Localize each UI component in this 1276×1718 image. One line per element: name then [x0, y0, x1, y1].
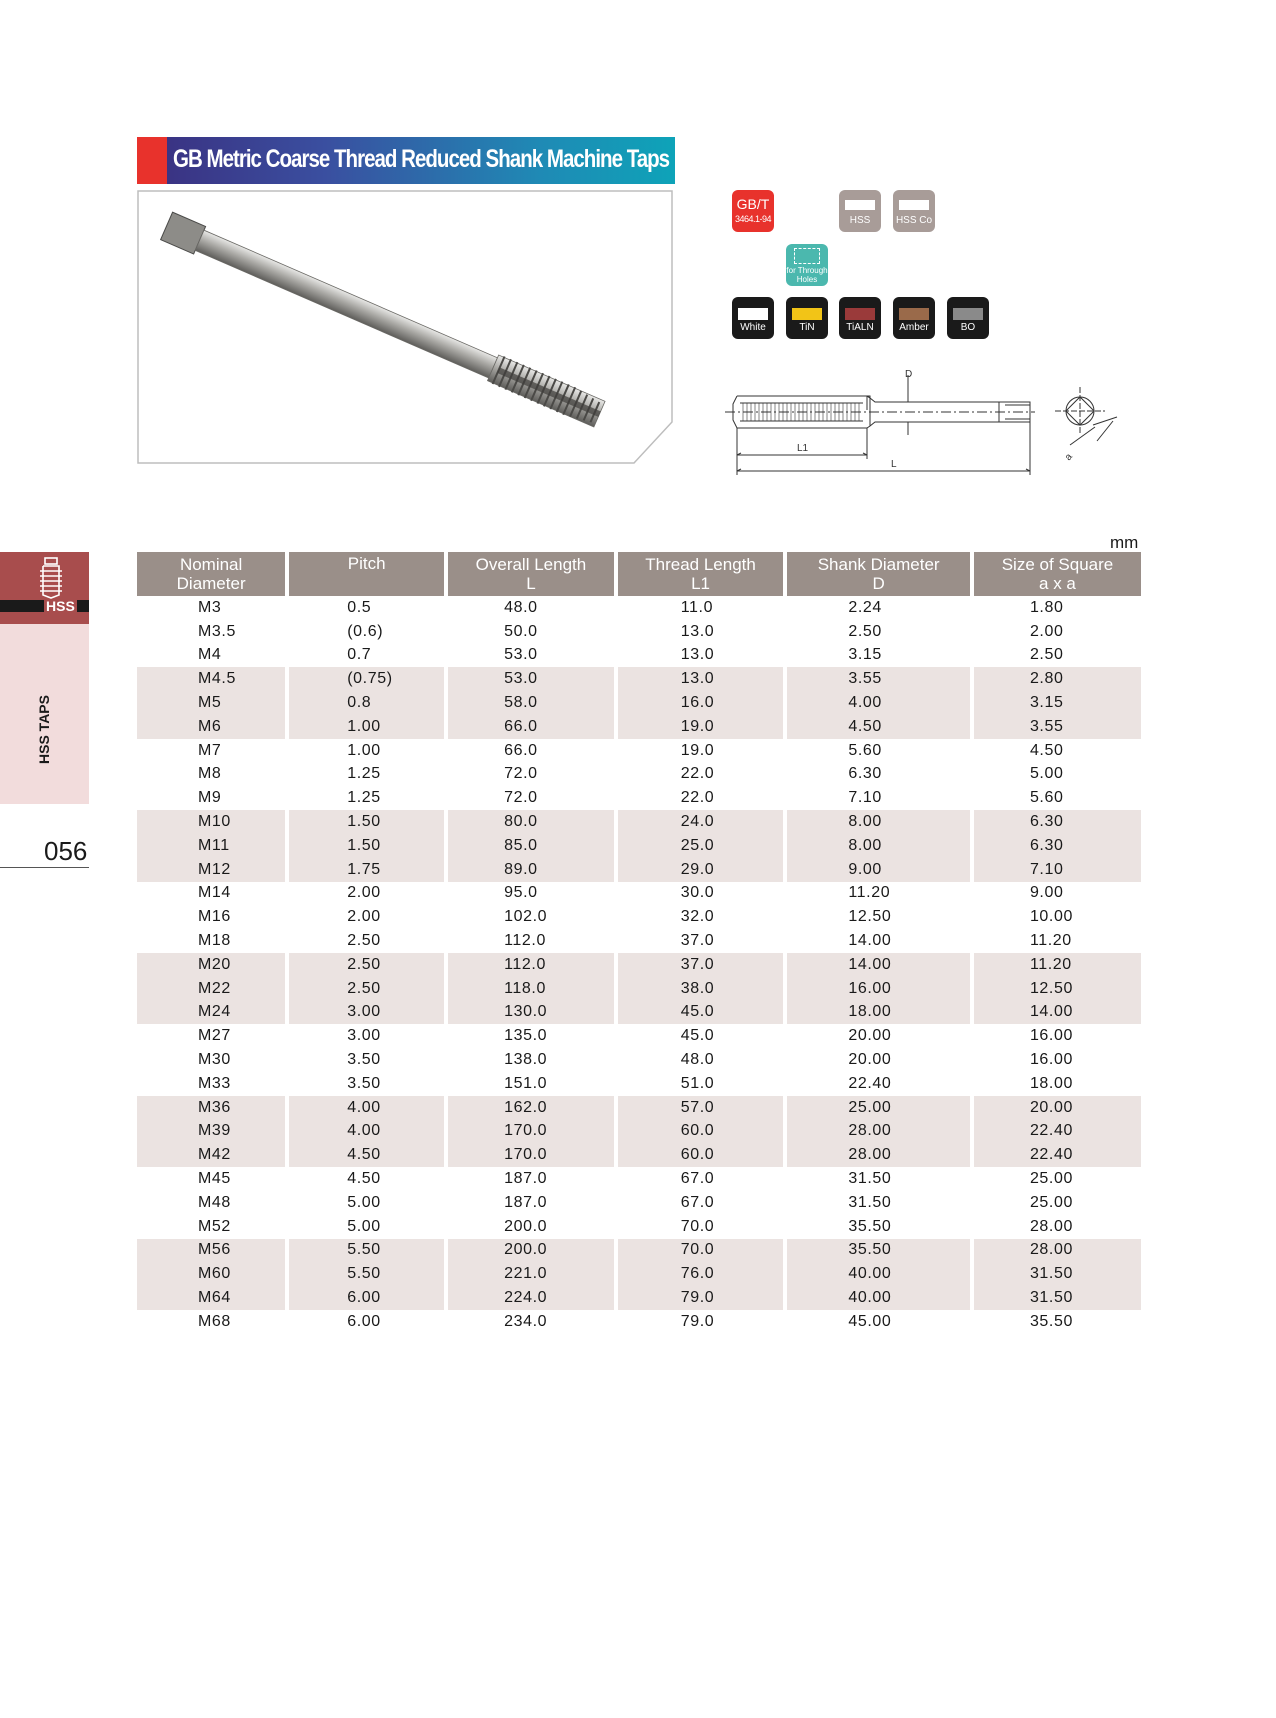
table-cell: M39: [137, 1120, 285, 1144]
table-cell: 170.0: [448, 1120, 614, 1144]
table-cell: 4.00: [289, 1120, 444, 1144]
table-cell: M16: [198, 908, 231, 926]
table-cell: M68: [198, 1312, 231, 1330]
table-cell: 18.00: [787, 1001, 970, 1025]
table-cell: M14: [198, 884, 231, 902]
header-size-of-square: Size of Square a x a: [974, 552, 1141, 596]
table-cell: M7: [198, 741, 222, 759]
table-cell: 1.25: [347, 765, 381, 783]
table-cell: 1.75: [289, 858, 444, 882]
table-cell: 6.00: [289, 1286, 444, 1310]
table-cell: 1.00: [347, 741, 381, 759]
table-cell: 135.0: [504, 1027, 548, 1045]
table-cell: 28.00: [974, 1239, 1141, 1263]
table-row: [137, 953, 1141, 977]
table-cell: 1.25: [347, 789, 381, 807]
table-cell: M36: [137, 1096, 285, 1120]
header-thread-length: Thread Length L1: [618, 552, 784, 596]
table-header-row: [137, 552, 1141, 596]
table-cell: M10: [137, 810, 285, 834]
table-cell: 38.0: [618, 977, 784, 1001]
table-cell: M20: [137, 953, 285, 977]
table-cell: 14.00: [974, 1001, 1141, 1025]
table-cell: 4.50: [289, 1143, 444, 1167]
table-cell: 4.00: [787, 691, 970, 715]
table-cell: M52: [198, 1217, 231, 1235]
table-row: [137, 858, 1141, 882]
table-cell: 13.0: [680, 646, 715, 664]
table-cell: 60.0: [618, 1120, 784, 1144]
table-cell: 85.0: [448, 834, 614, 858]
sidebar-hss-label: HSS: [46, 598, 75, 614]
table-cell: 19.0: [618, 715, 784, 739]
table-cell: M56: [137, 1239, 285, 1263]
table-cell: 24.0: [618, 810, 784, 834]
table-cell: M11: [137, 834, 285, 858]
table-cell: 4.50: [787, 715, 970, 739]
table-cell: 221.0: [448, 1262, 614, 1286]
table-cell: M6: [137, 715, 285, 739]
table-cell: 170.0: [448, 1143, 614, 1167]
table-cell: 25.0: [618, 834, 784, 858]
table-cell: 70.0: [680, 1217, 715, 1235]
sidebar-tab-label: HSS TAPS: [36, 695, 52, 764]
through-holes-line1: for Through: [786, 266, 828, 275]
table-row: [137, 1096, 1141, 1120]
title-accent: [137, 137, 167, 184]
table-cell: 16.00: [1029, 1027, 1073, 1045]
table-cell: 12.50: [974, 977, 1141, 1001]
header-nominal-diameter: Nominal Diameter: [137, 552, 285, 596]
table-cell: 22.0: [680, 789, 715, 807]
through-holes-line2: Holes: [796, 275, 818, 284]
table-cell: 1.50: [289, 834, 444, 858]
table-row: [137, 739, 1141, 763]
table-cell: 20.00: [974, 1096, 1141, 1120]
table-cell: 1.00: [289, 715, 444, 739]
table-cell: 53.0: [448, 667, 614, 691]
table-cell: 57.0: [618, 1096, 784, 1120]
table-cell: 22.40: [974, 1143, 1141, 1167]
table-cell: 3.50: [347, 1051, 381, 1069]
diagram-label-l: L: [891, 459, 897, 470]
table-cell: 224.0: [448, 1286, 614, 1310]
table-cell: 8.00: [787, 834, 970, 858]
table-cell: 45.0: [680, 1027, 715, 1045]
table-cell: 118.0: [448, 977, 614, 1001]
table-cell: 89.0: [448, 858, 614, 882]
table-cell: 31.50: [848, 1170, 892, 1188]
table-cell: 102.0: [504, 908, 548, 926]
gbt-badge-line2: 3464.1-94: [734, 214, 772, 224]
table-cell: 3.00: [347, 1027, 381, 1045]
gbt-standard-badge: [732, 190, 774, 232]
table-cell: M45: [198, 1170, 231, 1188]
table-cell: M60: [137, 1262, 285, 1286]
table-row: [137, 1001, 1141, 1025]
table-cell: 45.00: [848, 1312, 892, 1330]
table-cell: 2.00: [347, 908, 381, 926]
table-cell: 6.30: [974, 810, 1141, 834]
table-cell: 5.60: [1029, 789, 1064, 807]
table-row: [137, 1262, 1141, 1286]
table-cell: M24: [137, 1001, 285, 1025]
table-unit: mm: [1110, 533, 1139, 552]
table-row: [137, 1024, 1141, 1048]
table-cell: 7.10: [848, 789, 882, 807]
table-cell: M48: [198, 1193, 231, 1211]
table-cell: 28.00: [787, 1143, 970, 1167]
hss-badge-label: HSS: [849, 215, 871, 226]
table-cell: 162.0: [448, 1096, 614, 1120]
table-row: [137, 1072, 1141, 1096]
table-cell: 13.0: [618, 667, 784, 691]
table-cell: 22.0: [680, 765, 715, 783]
table-cell: 0.7: [347, 646, 372, 664]
table-cell: 48.0: [504, 598, 538, 616]
table-cell: 0.5: [347, 598, 372, 616]
table-cell: 2.00: [1029, 622, 1064, 640]
table-row: [137, 763, 1141, 787]
product-photo: [137, 190, 673, 464]
table-cell: M3: [198, 598, 222, 616]
table-cell: M27: [198, 1027, 231, 1045]
table-row: [137, 977, 1141, 1001]
table-cell: 35.50: [787, 1239, 970, 1263]
table-cell: 11.0: [680, 598, 714, 616]
table-cell: 66.0: [448, 715, 614, 739]
table-cell: 0.8: [289, 691, 444, 715]
table-cell: 2.50: [347, 932, 381, 950]
table-cell: 2.24: [848, 598, 882, 616]
table-row: [137, 1239, 1141, 1263]
table-cell: 51.0: [680, 1074, 715, 1092]
table-cell: 20.00: [848, 1027, 892, 1045]
table-cell: 3.55: [974, 715, 1141, 739]
table-cell: 9.00: [787, 858, 970, 882]
table-cell: 22.40: [848, 1074, 892, 1092]
table-cell: 28.00: [787, 1120, 970, 1144]
table-row: [137, 1191, 1141, 1215]
coating-tialn-label: TiALN: [846, 322, 874, 333]
coating-bo-badge: [947, 297, 989, 339]
table-cell: 72.0: [504, 789, 538, 807]
table-cell: 4.50: [347, 1170, 381, 1188]
sidebar-tab: [0, 624, 89, 804]
table-cell: 30.0: [680, 884, 715, 902]
table-cell: 79.0: [680, 1312, 715, 1330]
table-cell: 45.0: [618, 1001, 784, 1025]
diagram-label-a: a: [1062, 451, 1075, 463]
table-cell: 10.00: [1029, 908, 1073, 926]
tap-thread-icon: [37, 557, 65, 599]
table-cell: 5.50: [289, 1262, 444, 1286]
table-cell: 2.50: [848, 622, 882, 640]
table-cell: 3.55: [787, 667, 970, 691]
spec-table: [133, 552, 1145, 1334]
table-row: [137, 929, 1141, 953]
table-cell: M4.5: [137, 667, 285, 691]
table-row: [137, 810, 1141, 834]
table-cell: 16.0: [618, 691, 784, 715]
tap-dimension-diagram: [725, 365, 1135, 480]
table-row: [137, 715, 1141, 739]
table-cell: (0.6): [347, 622, 384, 640]
table-cell: M3.5: [198, 622, 236, 640]
table-row: [137, 1048, 1141, 1072]
table-cell: 200.0: [504, 1217, 548, 1235]
table-cell: 14.00: [787, 953, 970, 977]
table-cell: 29.0: [618, 858, 784, 882]
through-hole-icon: [794, 248, 820, 264]
table-cell: 32.0: [680, 908, 715, 926]
table-cell: 5.00: [347, 1217, 381, 1235]
table-cell: M4: [198, 646, 222, 664]
table-cell: 14.00: [848, 932, 892, 950]
table-cell: 3.50: [347, 1074, 381, 1092]
table-cell: 138.0: [504, 1051, 548, 1069]
table-cell: 3.00: [289, 1001, 444, 1025]
table-row: [137, 620, 1141, 644]
table-cell: 58.0: [448, 691, 614, 715]
table-cell: 2.50: [289, 953, 444, 977]
table-cell: 130.0: [448, 1001, 614, 1025]
table-cell: 11.20: [1029, 932, 1072, 950]
table-cell: 151.0: [504, 1074, 548, 1092]
table-cell: M9: [198, 789, 222, 807]
table-cell: 11.20: [848, 884, 891, 902]
table-row: [137, 596, 1141, 620]
page-number-rule: [0, 867, 89, 868]
table-cell: 1.50: [289, 810, 444, 834]
table-cell: 3.15: [974, 691, 1141, 715]
table-cell: 16.00: [787, 977, 970, 1001]
table-cell: 5.00: [1029, 765, 1064, 783]
through-holes-badge: [786, 244, 828, 286]
table-cell: 35.50: [848, 1217, 892, 1235]
table-cell: 3.15: [848, 646, 882, 664]
table-cell: 234.0: [504, 1312, 548, 1330]
header-shank-diameter: Shank Diameter D: [787, 552, 970, 596]
table-cell: 95.0: [504, 884, 538, 902]
coating-tialn-badge: [839, 297, 881, 339]
coating-tin-label: TiN: [799, 322, 815, 333]
table-cell: 8.00: [787, 810, 970, 834]
table-cell: 31.50: [974, 1262, 1141, 1286]
table-cell: 4.50: [1029, 741, 1064, 759]
table-cell: 31.50: [848, 1193, 892, 1211]
table-cell: 187.0: [504, 1193, 548, 1211]
diagram-label-l1: L1: [797, 443, 809, 454]
table-cell: M8: [198, 765, 222, 783]
table-row: [137, 905, 1141, 929]
sidebar-category-badge: [0, 552, 89, 624]
table-cell: 67.0: [680, 1193, 715, 1211]
coating-bo-label: BO: [960, 322, 976, 333]
table-row: [137, 667, 1141, 691]
table-cell: 37.0: [618, 953, 784, 977]
table-cell: 19.0: [680, 741, 715, 759]
table-cell: 6.30: [974, 834, 1141, 858]
table-cell: 7.10: [974, 858, 1141, 882]
table-cell: 70.0: [618, 1239, 784, 1263]
table-row: [137, 644, 1141, 668]
table-row: [137, 882, 1141, 906]
table-cell: M5: [137, 691, 285, 715]
table-cell: 18.00: [1029, 1074, 1073, 1092]
table-row: [137, 1310, 1141, 1334]
table-cell: 22.40: [974, 1120, 1141, 1144]
table-row: [137, 1120, 1141, 1144]
table-cell: 25.00: [1029, 1193, 1073, 1211]
table-cell: 25.00: [1029, 1170, 1073, 1188]
table-cell: 67.0: [680, 1170, 715, 1188]
table-cell: 31.50: [974, 1286, 1141, 1310]
table-cell: M30: [198, 1051, 231, 1069]
hss-badge: [839, 190, 881, 232]
title-banner: [137, 137, 675, 184]
table-cell: 200.0: [448, 1239, 614, 1263]
coating-tin-badge: [786, 297, 828, 339]
coating-amber-label: Amber: [899, 322, 929, 333]
table-cell: 80.0: [448, 810, 614, 834]
table-cell: 48.0: [680, 1051, 715, 1069]
table-cell: 79.0: [618, 1286, 784, 1310]
table-cell: 50.0: [504, 622, 538, 640]
table-cell: 9.00: [1029, 884, 1064, 902]
table-cell: 2.80: [974, 667, 1141, 691]
table-row: [137, 691, 1141, 715]
table-row: [137, 1286, 1141, 1310]
table-cell: 72.0: [504, 765, 538, 783]
table-cell: 187.0: [504, 1170, 548, 1188]
table-cell: 16.00: [1029, 1051, 1073, 1069]
table-cell: 1.80: [1029, 598, 1064, 616]
header-overall-length: Overall Length L: [448, 552, 614, 596]
table-row: [137, 834, 1141, 858]
gbt-badge-line1: GB/T: [736, 196, 770, 212]
table-cell: M33: [198, 1074, 231, 1092]
table-cell: M22: [137, 977, 285, 1001]
table-cell: (0.75): [289, 667, 444, 691]
table-cell: 11.20: [974, 953, 1141, 977]
table-cell: 5.50: [289, 1239, 444, 1263]
table-row: [137, 1143, 1141, 1167]
coating-white-label: White: [740, 322, 766, 333]
table-cell: M18: [198, 932, 231, 950]
table-cell: 66.0: [504, 741, 538, 759]
table-cell: 2.00: [347, 884, 381, 902]
table-cell: 2.50: [1029, 646, 1064, 664]
table-cell: 35.50: [1029, 1312, 1073, 1330]
table-cell: 28.00: [1029, 1217, 1073, 1235]
table-cell: 12.50: [848, 908, 892, 926]
table-cell: M42: [137, 1143, 285, 1167]
page-title: GB Metric Coarse Thread Reduced Shank Machine Taps: [173, 145, 670, 173]
table-cell: 40.00: [787, 1262, 970, 1286]
page-number: 056: [44, 836, 88, 866]
table-row: [137, 1167, 1141, 1191]
table-cell: 6.30: [848, 765, 882, 783]
table-row: [137, 786, 1141, 810]
table-cell: 76.0: [618, 1262, 784, 1286]
table-row: [137, 1215, 1141, 1239]
header-pitch: Pitch: [289, 552, 444, 596]
table-cell: 25.00: [787, 1096, 970, 1120]
table-cell: 60.0: [618, 1143, 784, 1167]
coating-white-badge: [732, 297, 774, 339]
table-cell: 37.0: [680, 932, 715, 950]
table-cell: 13.0: [680, 622, 715, 640]
table-cell: 20.00: [848, 1051, 892, 1069]
table-body: [137, 596, 1141, 1334]
table-cell: 4.00: [289, 1096, 444, 1120]
table-cell: 6.00: [347, 1312, 381, 1330]
table-cell: 112.0: [504, 932, 546, 950]
table-cell: 40.00: [787, 1286, 970, 1310]
table-cell: 112.0: [448, 953, 614, 977]
table-cell: M64: [137, 1286, 285, 1310]
diagram-label-d: D: [905, 369, 913, 380]
table-cell: 2.50: [289, 977, 444, 1001]
hss-co-badge: [893, 190, 935, 232]
coating-amber-badge: [893, 297, 935, 339]
table-cell: 5.00: [347, 1193, 381, 1211]
table-cell: 5.60: [848, 741, 882, 759]
table-cell: M12: [137, 858, 285, 882]
hss-co-badge-label: HSS Co: [895, 215, 933, 226]
table-cell: 53.0: [504, 646, 538, 664]
